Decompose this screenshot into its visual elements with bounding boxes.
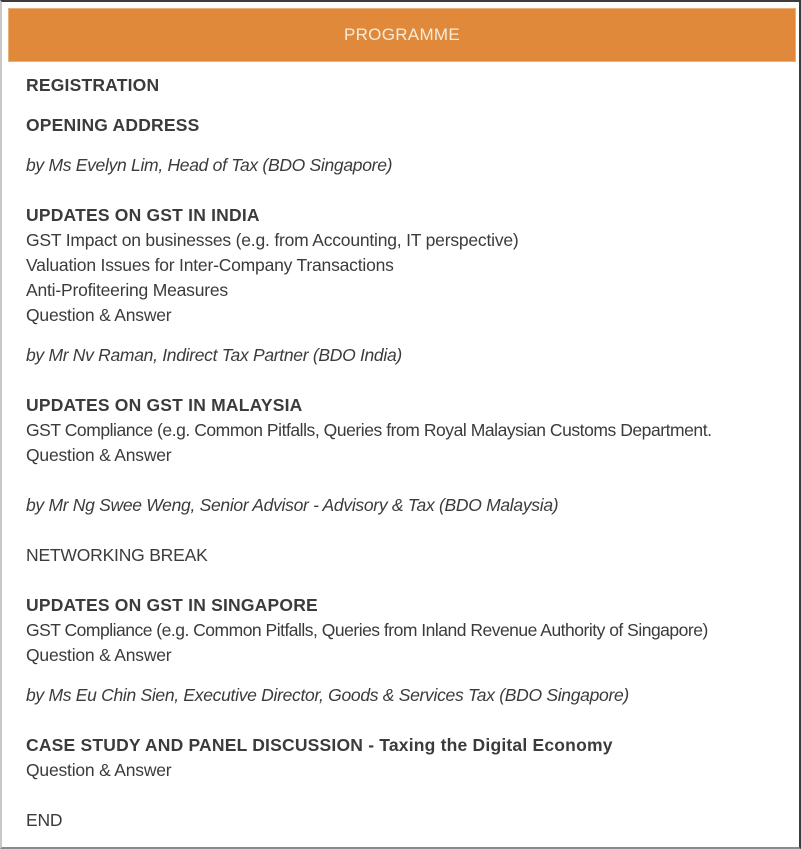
india-item: Valuation Issues for Inter-Company Transactions <box>26 255 394 275</box>
malaysia-item: GST Compliance (e.g. Common Pitfalls, Queries from Royal Malaysian Customs Department. <box>26 420 712 440</box>
india-speaker: by Mr Nv Raman, Indirect Tax Partner (BDO India) <box>26 345 402 365</box>
malaysia-speaker: by Mr Ng Swee Weng, Senior Advisor - Advisory & Tax (BDO Malaysia) <box>26 495 559 515</box>
programme-title: PROGRAMME <box>343 25 461 44</box>
case-study-title: CASE STUDY AND PANEL DISCUSSION - Taxing the Digital Economy <box>26 735 613 755</box>
india-item: GST Impact on businesses (e.g. from Accounting, IT perspective) <box>26 230 519 250</box>
singapore-item: Question & Answer <box>26 645 172 665</box>
malaysia-section-title: UPDATES ON GST IN MALAYSIA <box>26 395 303 415</box>
singapore-section-title: UPDATES ON GST IN SINGAPORE <box>26 595 318 615</box>
case-study-item: Question & Answer <box>26 760 172 780</box>
networking-break: NETWORKING BREAK <box>26 545 208 565</box>
india-section-title: UPDATES ON GST IN INDIA <box>26 205 260 225</box>
opening-address-speaker: by Ms Evelyn Lim, Head of Tax (BDO Singapore) <box>26 155 393 175</box>
programme-header <box>8 8 796 62</box>
india-item: Anti-Profiteering Measures <box>26 280 228 300</box>
end-item: END <box>26 810 63 830</box>
singapore-speaker: by Ms Eu Chin Sien, Executive Director, Goods & Services Tax (BDO Singapore) <box>26 685 629 705</box>
india-item: Question & Answer <box>26 305 172 325</box>
malaysia-item: Question & Answer <box>26 445 172 465</box>
opening-address-title: OPENING ADDRESS <box>26 115 200 135</box>
singapore-item: GST Compliance (e.g. Common Pitfalls, Queries from Inland Revenue Authority of Singapore) <box>26 620 708 640</box>
registration-item: REGISTRATION <box>26 75 160 95</box>
